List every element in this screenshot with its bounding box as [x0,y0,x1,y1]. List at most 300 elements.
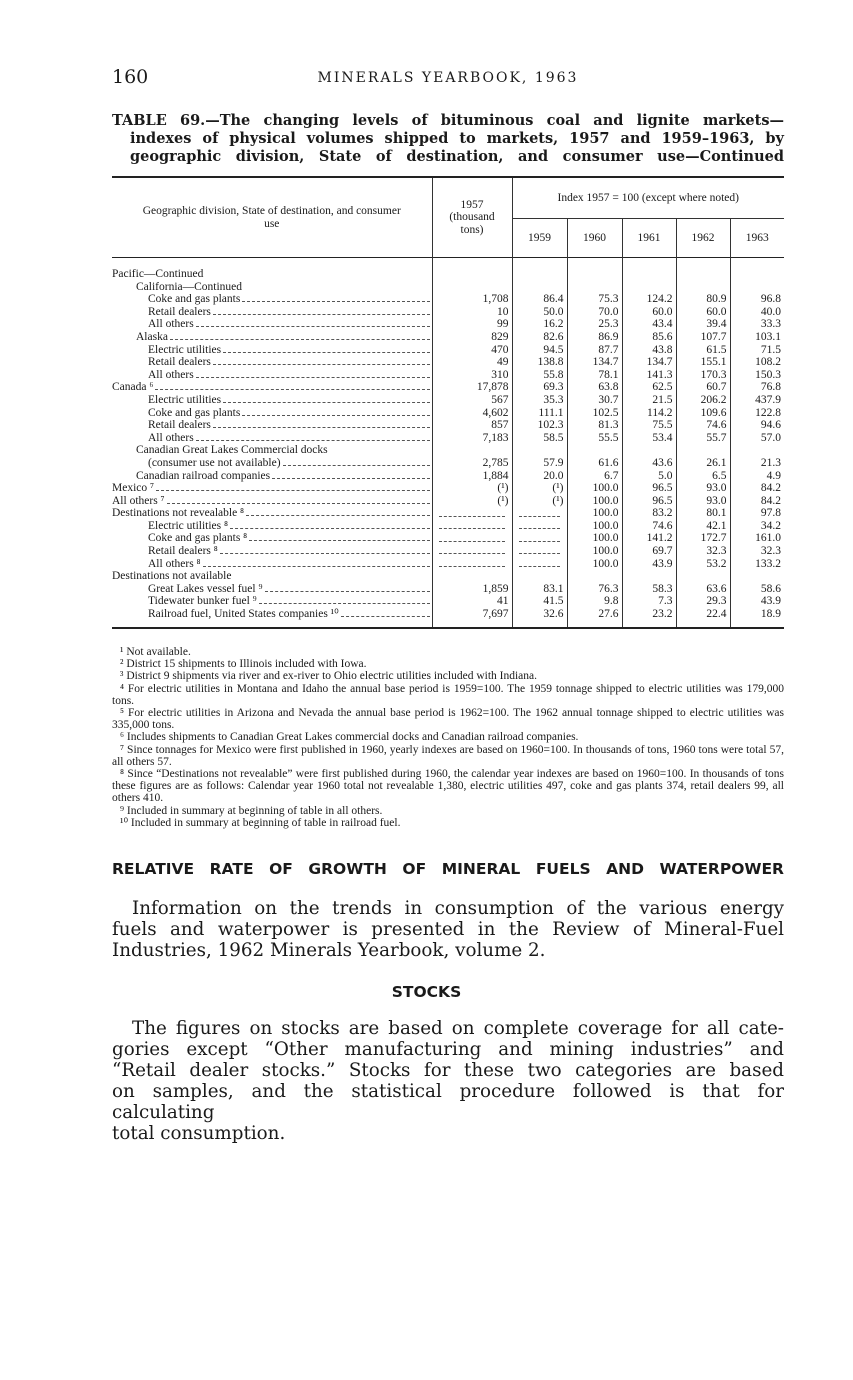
cell-value: 53.2 [676,558,730,571]
cell-value: 58.3 [622,583,676,596]
row-label-text: Coke and gas plants [148,406,241,419]
table-title-line: geographic division, State of destination, and consumer use—Continued [130,148,784,165]
cell-value: 310 [432,369,512,382]
cell-value: 100.0 [567,495,622,508]
cell-value: 93.0 [676,495,730,508]
cell-dash [432,545,512,558]
cell-value: (¹) [432,495,512,508]
row-label [112,369,432,382]
cell-value: 60.0 [622,306,676,319]
cell-value: 23.2 [622,608,676,628]
cell-value: 63.6 [676,583,730,596]
cell-value [676,444,730,457]
leader-dots [242,414,429,416]
cell-value [567,444,622,457]
cell-value: 42.1 [676,520,730,533]
table-row [112,394,784,407]
row-label [112,608,432,628]
cell-value: 26.1 [676,457,730,470]
table-row [112,495,784,508]
cell-value: 134.7 [567,356,622,369]
cell-value: 18.9 [730,608,784,628]
table-row [112,268,784,281]
row-label-text: Retail dealers [148,419,211,432]
table-title-line: indexes of physical volumes shipped to markets, 1957 and 1959–1963, by [130,130,784,147]
cell-value: 1,884 [432,470,512,483]
table-row [112,369,784,382]
table-title [112,112,784,166]
cell-value: 161.0 [730,532,784,545]
body-line: The figures on stocks are based on complete coverage for all cate- [132,1018,784,1039]
cell-value: 60.7 [676,381,730,394]
footnote: ³ District 9 shipments via river and ex-river to Ohio electric utilities included with Indiana. [120,670,538,683]
cell-value: 108.2 [730,356,784,369]
cell-value [432,444,512,457]
cell-value [730,268,784,281]
table-row [112,444,784,457]
cell-value [622,444,676,457]
header-year: 1963 [730,219,784,258]
row-label-text: Great Lakes vessel fuel ⁹ [148,582,263,595]
cell-value: 60.0 [676,306,730,319]
footnote: ⁹ Included in summary at beginning of table in all others. [120,804,383,817]
cell-value [622,268,676,281]
cell-value: 86.9 [567,331,622,344]
row-label-text: Coke and gas plants ⁸ [148,532,248,545]
cell-value: 141.3 [622,369,676,382]
leader-dots [167,502,430,504]
cell-value: 100.0 [567,558,622,571]
cell-value: 80.9 [676,293,730,306]
cell-value: 49 [432,356,512,369]
cell-value: 57.9 [512,457,567,470]
row-label [112,268,432,281]
cell-value: 7.3 [622,595,676,608]
header-label-column: Geographic division, State of destination, and consumer use [112,177,432,258]
table-row [112,281,784,294]
cell-value: 470 [432,344,512,357]
leader-dots [220,552,430,554]
table-row [112,583,784,596]
cell-value [567,570,622,583]
row-label [112,407,432,420]
cell-value: 61.5 [676,344,730,357]
row-label [112,444,432,457]
cell-value: 21.3 [730,457,784,470]
cell-value: 437.9 [730,394,784,407]
row-label-text: All others [148,368,194,381]
table-row [112,545,784,558]
cell-value: 32.3 [676,545,730,558]
cell-value: 206.2 [676,394,730,407]
table-row [112,507,784,520]
cell-value: 70.0 [567,306,622,319]
leader-dots [259,602,430,604]
row-label [112,419,432,432]
cell-value: 58.5 [512,432,567,445]
cell-value: 61.6 [567,457,622,470]
row-label [112,482,432,495]
cell-value: 6.7 [567,470,622,483]
table-row [112,419,784,432]
cell-value [730,281,784,294]
cell-value: 80.1 [676,507,730,520]
cell-dash [432,507,512,520]
table-row [112,558,784,571]
cell-value: 94.6 [730,419,784,432]
table-row [112,532,784,545]
leader-dots [213,363,430,365]
row-label-text: All others ⁷ [112,494,165,507]
row-label-text: Electric utilities [148,343,222,356]
cell-value: 134.7 [622,356,676,369]
cell-value: 111.1 [512,407,567,420]
table-row [112,381,784,394]
row-label-text: Canada ⁶ [112,381,154,394]
row-label-text: Canadian Great Lakes Commercial docks [136,444,328,457]
leader-dots [246,514,429,516]
row-label [112,306,432,319]
cell-value [730,444,784,457]
cell-value: 99 [432,318,512,331]
cell-value: 69.3 [512,381,567,394]
data-table [112,176,784,629]
cell-value: 114.2 [622,407,676,420]
leader-dots [196,376,430,378]
cell-value [676,281,730,294]
cell-value: 57.0 [730,432,784,445]
cell-value [432,570,512,583]
cell-value: 124.2 [622,293,676,306]
footnote: ⁵ For electric utilities in Arizona and Nevada the annual base period is 1962=100. The 1962 annual tonnage shipped to electric utilities was 335,000 tons. [112,707,784,732]
cell-value: 96.5 [622,482,676,495]
body-line: Information on the trends in consumption of the various energy [132,898,784,919]
cell-value: 5.0 [622,470,676,483]
table-title-line: TABLE 69.—The changing levels of bituminous coal and lignite markets— [112,112,784,129]
cell-value: 150.3 [730,369,784,382]
body-line: total consumption. [112,1123,286,1144]
row-label-text: Destinations not revealable ⁸ [112,507,245,520]
table-row [112,608,784,628]
cell-value: (¹) [512,482,567,495]
cell-value: 7,697 [432,608,512,628]
cell-value: 7,183 [432,432,512,445]
table-row [112,482,784,495]
cell-dash [512,558,567,571]
footnote: ⁶ Includes shipments to Canadian Great Lakes commercial docks and Canadian railroad companies. [120,731,579,744]
cell-value: 100.0 [567,507,622,520]
cell-value: 83.1 [512,583,567,596]
cell-value: 172.7 [676,532,730,545]
cell-value: 97.8 [730,507,784,520]
leader-dots [341,615,430,617]
cell-value: 33.3 [730,318,784,331]
cell-value: 84.2 [730,482,784,495]
cell-value: 102.3 [512,419,567,432]
cell-dash [432,558,512,571]
cell-value: 53.4 [622,432,676,445]
cell-value: 100.0 [567,520,622,533]
cell-value: 81.3 [567,419,622,432]
cell-value [730,570,784,583]
cell-value: 102.5 [567,407,622,420]
cell-value: 63.8 [567,381,622,394]
cell-value: 25.3 [567,318,622,331]
footnote: ¹⁰ Included in summary at beginning of table in railroad fuel. [120,816,401,829]
row-label-text: Mexico ⁷ [112,482,155,495]
leader-dots [213,313,430,315]
cell-value: 17,878 [432,381,512,394]
row-label-text: (consumer use not available) [148,456,281,469]
row-label [112,507,432,520]
table-row [112,344,784,357]
leader-dots [203,565,430,567]
row-label-text: Coke and gas plants [148,293,241,306]
row-label [112,394,432,407]
cell-value: 100.0 [567,532,622,545]
cell-value: 84.2 [730,495,784,508]
cell-value: 55.7 [676,432,730,445]
cell-value: 62.5 [622,381,676,394]
cell-value: 86.4 [512,293,567,306]
cell-value: (¹) [512,495,567,508]
row-label [112,520,432,533]
cell-value [567,281,622,294]
body-line: fuels and waterpower is presented in the Review of Mineral-Fuel [112,919,784,940]
leader-dots [249,539,429,541]
cell-value: 43.4 [622,318,676,331]
cell-value [622,281,676,294]
cell-value: 122.8 [730,407,784,420]
cell-value: 43.6 [622,457,676,470]
table-row [112,356,784,369]
cell-value: 141.2 [622,532,676,545]
page-header [112,66,784,92]
section-body [112,898,784,961]
row-label-text: All others [148,431,194,444]
table-row [112,306,784,319]
header-year: 1960 [567,219,622,258]
cell-value: 100.0 [567,482,622,495]
cell-value: 857 [432,419,512,432]
cell-value: 170.3 [676,369,730,382]
row-label-text: Tidewater bunker fuel ⁹ [148,595,257,608]
row-label-text: Canadian railroad companies [136,469,271,482]
row-label [112,457,432,470]
cell-value: 567 [432,394,512,407]
row-label [112,318,432,331]
cell-value: 35.3 [512,394,567,407]
row-label [112,545,432,558]
cell-value: 16.2 [512,318,567,331]
cell-value: 39.4 [676,318,730,331]
cell-value: 4.9 [730,470,784,483]
footnote: ⁴ For electric utilities in Montana and Idaho the annual base period is 1959=100. The 1959 tonnage shipped to electric utilities was 179,000 tons. [112,682,784,707]
row-label [112,293,432,306]
header-year: 1962 [676,219,730,258]
cell-value: 76.8 [730,381,784,394]
leader-dots [242,300,429,302]
row-label [112,381,432,394]
footnotes [112,646,784,829]
header-year: 1959 [512,219,567,258]
table-row [112,520,784,533]
cell-value: 107.7 [676,331,730,344]
row-label [112,558,432,571]
cell-value: 138.8 [512,356,567,369]
cell-value: 74.6 [676,419,730,432]
cell-value: 75.5 [622,419,676,432]
cell-value: 829 [432,331,512,344]
leader-dots [155,388,429,390]
row-label-text: Pacific—Continued [112,268,204,280]
row-label [112,495,432,508]
row-label [112,595,432,608]
page-number: 160 [112,66,149,88]
cell-value: 103.1 [730,331,784,344]
row-label [112,432,432,445]
table-row [112,470,784,483]
footnote: ² District 15 shipments to Illinois included with Iowa. [120,658,367,671]
cell-value: 133.2 [730,558,784,571]
leader-dots [272,477,429,479]
leader-dots [283,464,430,466]
running-head: MINERALS YEARBOOK, 1963 [317,70,579,86]
row-label [112,344,432,357]
cell-value: 27.6 [567,608,622,628]
leader-dots [196,439,430,441]
row-label [112,532,432,545]
cell-value: 43.9 [622,558,676,571]
cell-dash [432,532,512,545]
row-label-text: California—Continued [136,280,243,293]
cell-value: 78.1 [567,369,622,382]
cell-dash [512,545,567,558]
cell-value: 1,708 [432,293,512,306]
header-year: 1961 [622,219,676,258]
row-label [112,570,432,583]
cell-value: 71.5 [730,344,784,357]
cell-value [512,570,567,583]
cell-value: 34.2 [730,520,784,533]
cell-value [676,570,730,583]
cell-value: 55.5 [567,432,622,445]
cell-value: 96.5 [622,495,676,508]
footnote: ⁸ Since “Destinations not revealable” were first published during 1960, the calendar year indexes are based on 1960=100. In thousands of tons these figures are as follows: Calendar year 1960 total not revealable 1,380, electric utilities 497, coke and gas plants 374, retail dealers 99, all others 410. [112,768,784,805]
cell-value: (¹) [432,482,512,495]
row-label [112,281,432,294]
row-label [112,583,432,596]
cell-value: 32.6 [512,608,567,628]
cell-value [512,268,567,281]
cell-value: 4,602 [432,407,512,420]
table-row [112,595,784,608]
row-label-text: Alaska [136,330,168,343]
cell-dash [512,532,567,545]
cell-value: 82.6 [512,331,567,344]
leader-dots [230,527,429,529]
leader-dots [265,590,430,592]
cell-value: 83.2 [622,507,676,520]
cell-value: 75.3 [567,293,622,306]
cell-value: 10 [432,306,512,319]
cell-value: 21.5 [622,394,676,407]
row-label-text: Retail dealers [148,305,211,318]
row-label-text: Retail dealers ⁸ [148,545,218,558]
cell-value: 43.9 [730,595,784,608]
cell-value: 93.0 [676,482,730,495]
table-row [112,293,784,306]
cell-value [622,570,676,583]
cell-value: 109.6 [676,407,730,420]
table-row [112,457,784,470]
cell-value [512,444,567,457]
cell-value: 43.8 [622,344,676,357]
cell-value: 1,859 [432,583,512,596]
cell-value: 155.1 [676,356,730,369]
cell-dash [512,520,567,533]
cell-dash [432,520,512,533]
cell-value: 30.7 [567,394,622,407]
cell-value [512,281,567,294]
section-heading: RELATIVE RATE OF GROWTH OF MINERAL FUELS AND WATERPOWER [112,860,784,878]
body-line: Industries, 1962 Minerals Yearbook, volume 2. [112,940,546,961]
cell-value: 87.7 [567,344,622,357]
cell-value [567,268,622,281]
cell-value: 74.6 [622,520,676,533]
cell-value [432,268,512,281]
header-index-span: Index 1957 = 100 (except where noted) [512,177,784,219]
cell-value: 41.5 [512,595,567,608]
footnote: ⁷ Since tonnages for Mexico were first published in 1960, yearly indexes are based on 1960=100. In thousands of tons, 1960 tons were total 57, all others 57. [112,743,784,768]
cell-value: 69.7 [622,545,676,558]
leader-dots [196,325,430,327]
cell-value: 76.3 [567,583,622,596]
row-label-text: Electric utilities ⁸ [148,519,229,532]
cell-value: 100.0 [567,545,622,558]
cell-value: 50.0 [512,306,567,319]
table-row [112,331,784,344]
section-heading: STOCKS [391,983,462,1001]
table-body [112,258,784,628]
table-row [112,432,784,445]
table-row [112,407,784,420]
cell-value: 6.5 [676,470,730,483]
cell-value [432,281,512,294]
cell-dash [512,507,567,520]
body-line: on samples, and the statistical procedure followed is that for calculating [112,1081,784,1123]
cell-value: 22.4 [676,608,730,628]
cell-value: 20.0 [512,470,567,483]
body-line: gories except “Other manufacturing and mining industries” and [112,1039,784,1060]
cell-value: 2,785 [432,457,512,470]
row-label-text: Destinations not available [112,570,232,583]
leader-dots [223,351,429,353]
cell-value: 94.5 [512,344,567,357]
cell-value: 41 [432,595,512,608]
row-label-text: All others [148,318,194,331]
cell-value: 58.6 [730,583,784,596]
cell-value: 32.3 [730,545,784,558]
leader-dots [156,489,429,491]
row-label-text: Railroad fuel, United States companies ¹⁰ [148,608,339,621]
footnote: ¹ Not available. [120,646,191,658]
cell-value: 96.8 [730,293,784,306]
section-body [112,1018,784,1144]
cell-value: 29.3 [676,595,730,608]
row-label [112,356,432,369]
cell-value: 55.8 [512,369,567,382]
